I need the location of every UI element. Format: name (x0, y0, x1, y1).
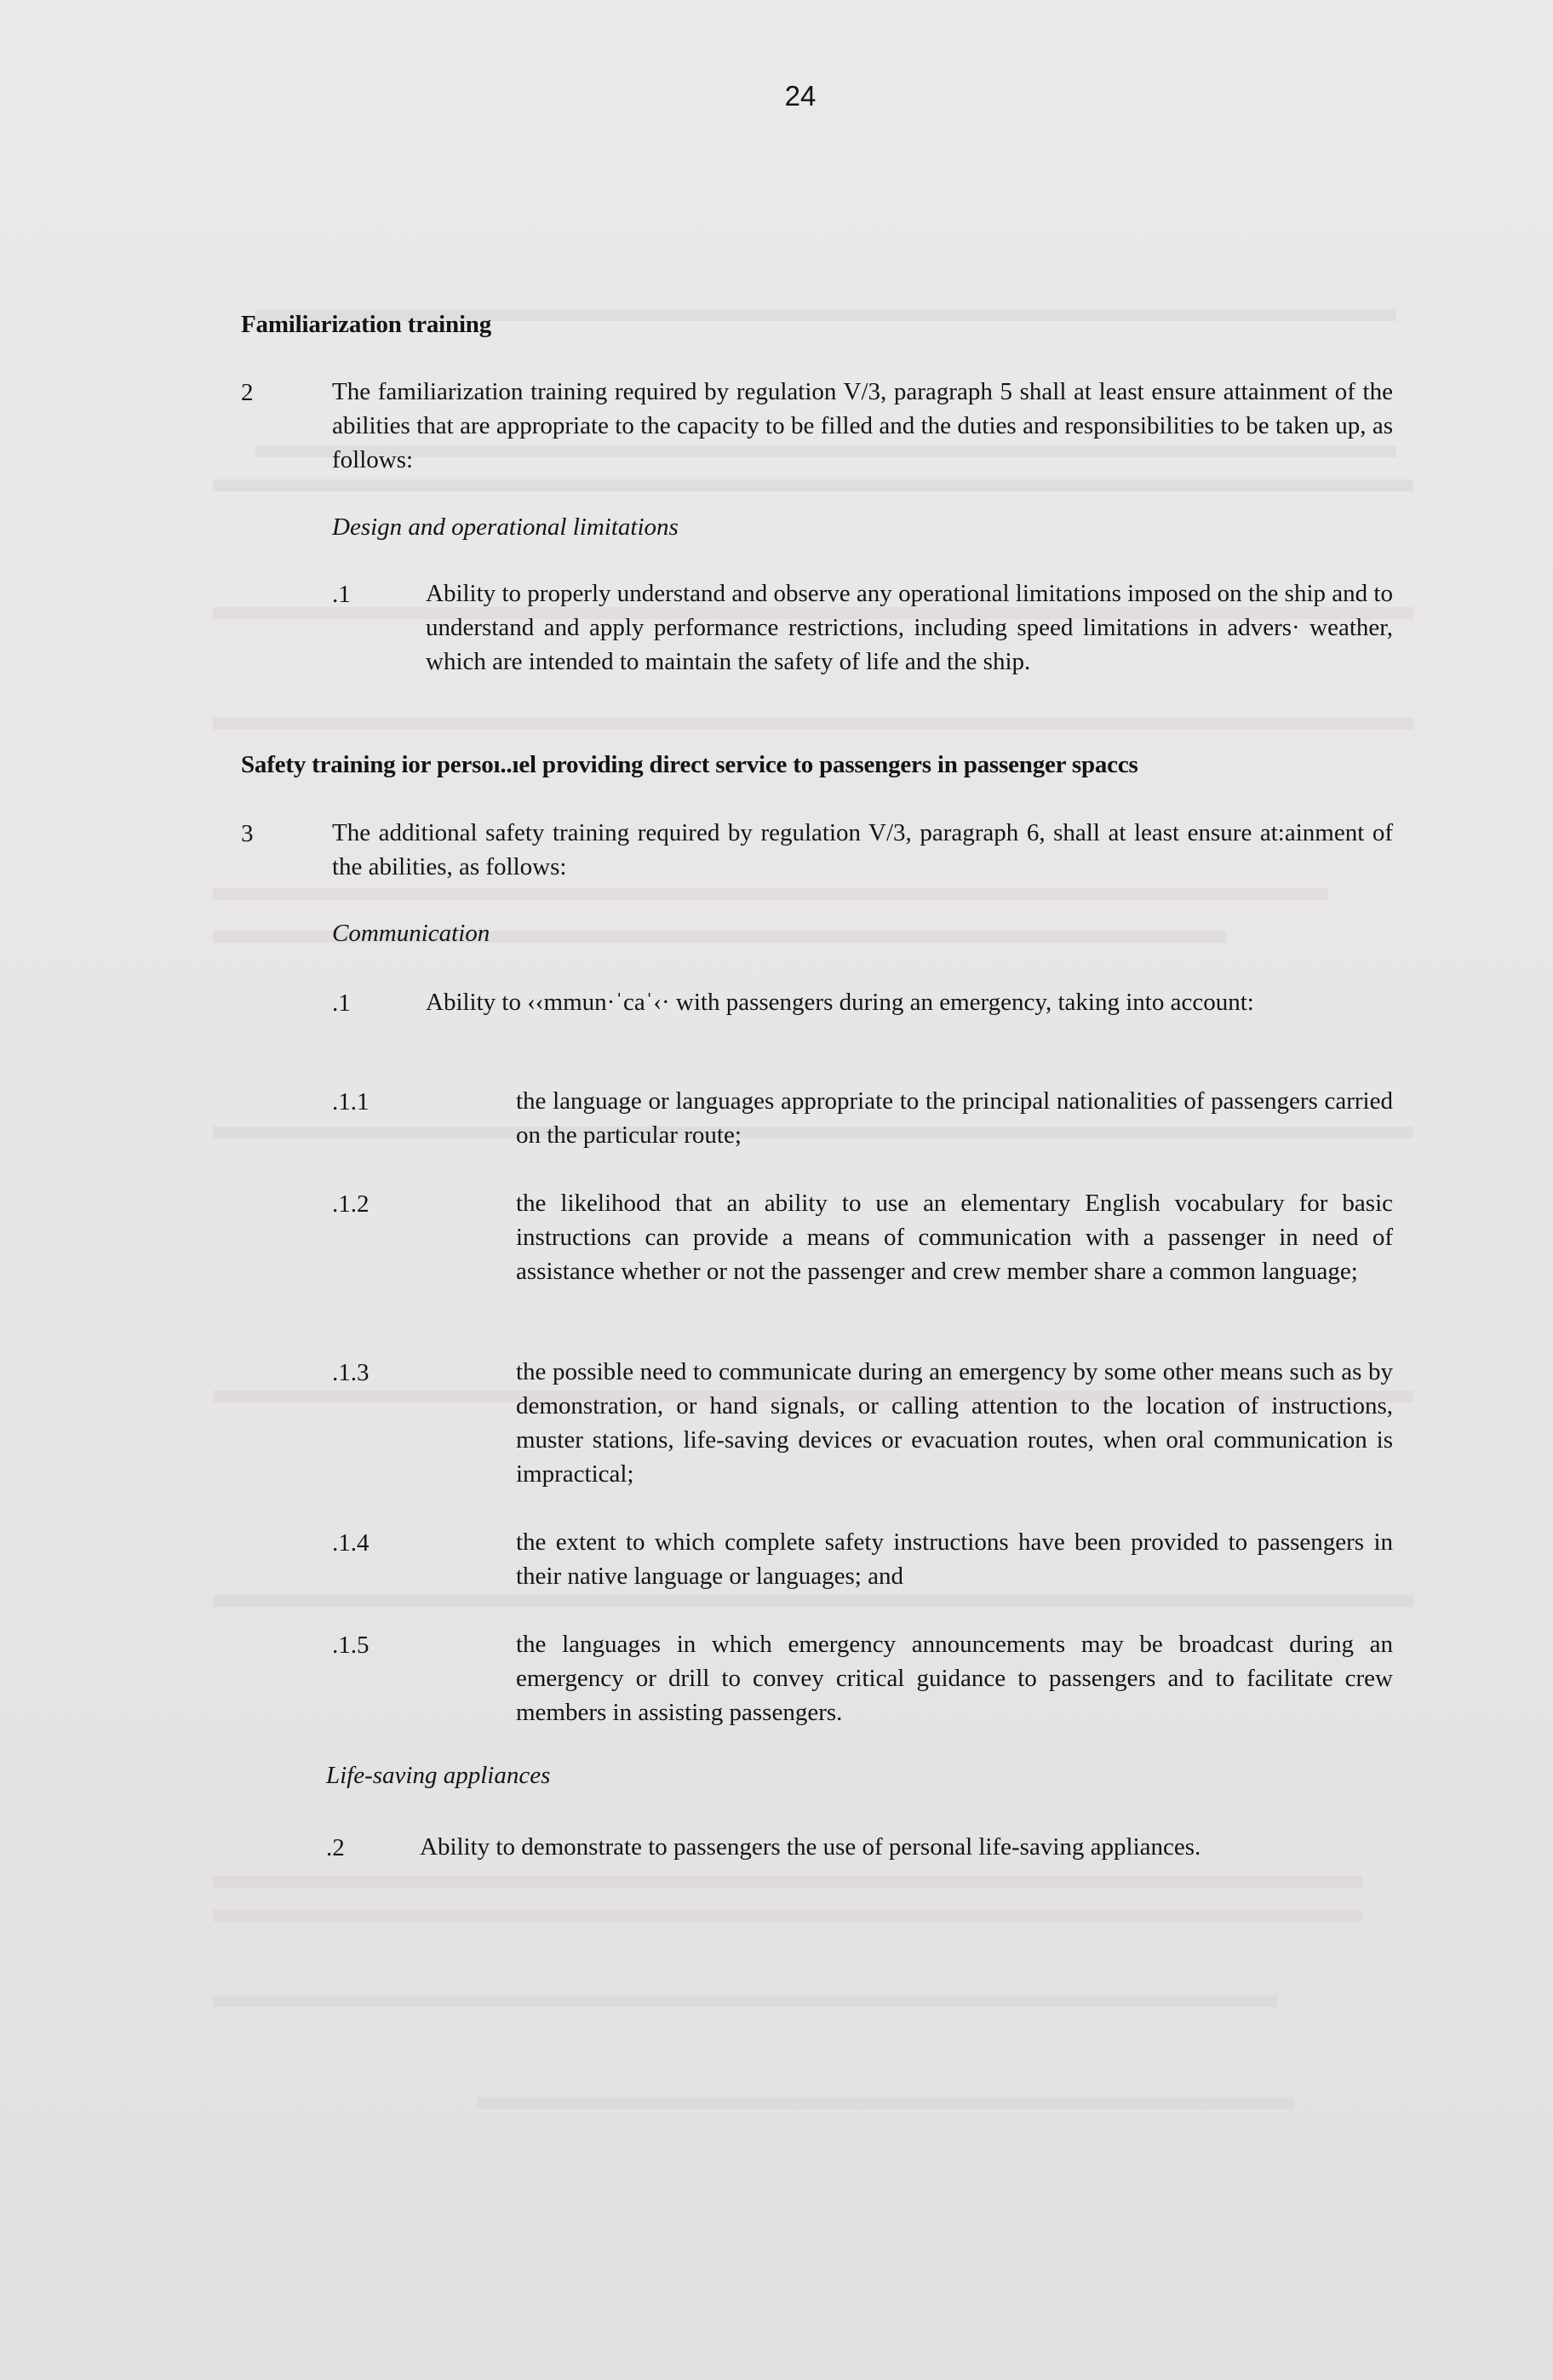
item-text: Ability to properly understand and observe any operational limitations imposed on the ship and to understand and apply performance restrictions, including speed limitations in advers· weather, which are intended to maintain the safety of life and the ship. (426, 580, 1393, 675)
paragraph-text: The additional safety training required by regulation V/3, paragraph 6, shall at least ensure at:ainment of the abilities, as follows: (332, 819, 1393, 880)
item-text: Ability to ‹‹mmun·ˈcaˈ‹· with passengers during an emergency, taking into account: (426, 989, 1254, 1016)
item-number: .2 (326, 1834, 345, 1861)
subitem-text: the likelihood that an ability to use an elementary English vocabulary for basic instructions can provide a means of communication with a passenger in need of assistance whether or not the passenger and crew member share a common language; (516, 1190, 1393, 1285)
subitem-number: .1.3 (332, 1359, 370, 1386)
item-text: Ability to demonstrate to passengers the use of personal life-saving appliances. (420, 1833, 1201, 1861)
item-number: .1 (332, 989, 351, 1017)
paragraph-number: 2 (241, 379, 254, 406)
paragraph-number: 3 (241, 820, 254, 847)
section-heading-familiarization: Familiarization training (241, 311, 492, 338)
page-number: 24 (784, 80, 817, 112)
paragraph-text: The familiarization training required by regulation V/3, paragraph 5 shall at least ensure attainment of the abilities that are appropriate to the capacity to be filled and the duties and responsibilities to be taken up, as follows: (332, 378, 1393, 473)
subitem-text: the possible need to communicate during an emergency by some other means such as by demonstration, or hand signals, or calling attention to the location of instructions, muster stations, life-saving devices or evacuation routes, when oral communication is impractical; (516, 1358, 1393, 1488)
subheading-life-saving-appliances: Life-saving appliances (326, 1762, 551, 1789)
subitem-text: the language or languages appropriate to the principal nationalities of passengers carried on the particular route; (516, 1087, 1393, 1149)
subitem-number: .1.5 (332, 1632, 370, 1659)
item-number: .1 (332, 581, 351, 608)
subheading-communication: Communication (332, 920, 490, 947)
subitem-number: .1.2 (332, 1190, 370, 1218)
subitem-text: the extent to which complete safety instructions have been provided to passengers in their native language or languages; and (516, 1528, 1393, 1590)
subitem-number: .1.4 (332, 1529, 370, 1557)
subheading-design-limitations: Design and operational limitations (332, 513, 679, 541)
subitem-number: .1.1 (332, 1088, 370, 1115)
subitem-text: the languages in which emergency announcements may be broadcast during an emergency or drill to convey critical guidance to passengers and to facilitate crew members in assisting passengers. (516, 1631, 1393, 1726)
section-heading-safety-training: Safety training ior persoı..ıel providing direct service to passengers in passenger spaccs (241, 751, 1138, 778)
